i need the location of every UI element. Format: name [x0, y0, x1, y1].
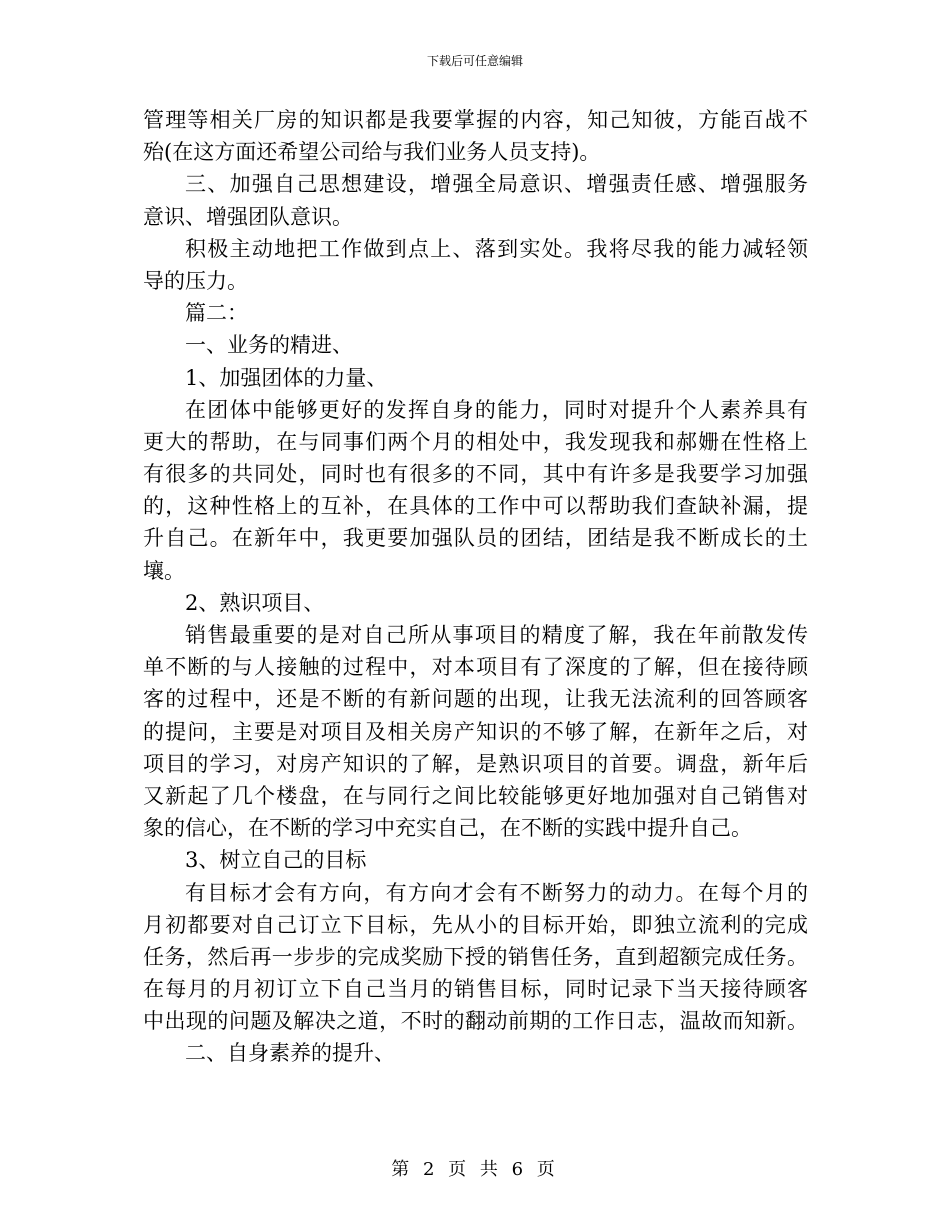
text-line: 管理等相关厂房的知识都是我要掌握的内容，知己知彼，方能百战不 [143, 108, 808, 132]
text-line: 销售最重要的是对自己所从事项目的精度了解，我在年前散发传 [185, 623, 808, 647]
text-line: 的，这种性格上的互补，在具体的工作中可以帮助我们查缺补漏，提 [143, 494, 808, 519]
text-line: 意识、增强团队意识。 [143, 204, 353, 229]
text-line: 篇二： [185, 301, 248, 326]
text-line: 2、熟识项目、 [185, 590, 325, 615]
text-line: 三、加强自己思想建设，增强全局意识、增强责任感、增强服务 [185, 172, 808, 197]
text-line: 在每月的月初订立下自己当月的销售目标，同时记录下当天接待顾客 [143, 977, 808, 1002]
text-line: 有很多的共同处，同时也有很多的不同，其中有许多是我要学习加强 [143, 462, 808, 487]
text-line: 又新起了几个楼盘，在与同行之间比较能够更好地加强对自己销售对 [143, 783, 808, 808]
text-line: 更大的帮助，在与同事们两个月的相处中，我发现我和郝姗在性格上 [143, 429, 808, 454]
text-line: 象的信心，在不断的学习中充实自己，在不断的实践中提升自己。 [143, 816, 752, 841]
text-line: 有目标才会有方向，有方向才会有不断努力的动力。在每个月的 [185, 880, 808, 905]
text-line: 项目的学习，对房产知识的了解，是熟识项目的首要。调盘，新年后 [143, 751, 808, 776]
text-line: 中出现的问题及解决之道，不时的翻动前期的工作日志，温故而知新。 [143, 1009, 808, 1034]
text-line: 月初都要对自己订立下目标，先从小的目标开始，即独立流利的完成 [143, 912, 808, 937]
text-line: 3、树立自己的目标 [185, 848, 367, 873]
page-number-footer: 第 2 页 共 6 页 [391, 1159, 559, 1180]
document-body [143, 104, 808, 1070]
text-line: 二、自身素养的提升、 [185, 1041, 395, 1066]
page-header: 下载后可任意编辑 [426, 54, 523, 68]
text-line: 一、业务的精进、 [185, 333, 353, 358]
text-line: 壤。 [143, 558, 185, 583]
text-line: 客的过程中，还是不断的有新问题的出现，让我无法流利的回答顾客 [143, 687, 808, 712]
text-line: 殆(在这方面还希望公司给与我们业务人员支持)。 [143, 140, 601, 165]
text-line: 在团体中能够更好的发挥自身的能力，同时对提升个人素养具有 [185, 397, 808, 422]
text-line: 单不断的与人接触的过程中，对本项目有了深度的了解，但在接待顾 [143, 655, 808, 680]
text-line: 任务，然后再一步步的完成奖励下授的销售任务，直到超额完成任务。 [143, 944, 808, 969]
text-line: 导的压力。 [143, 268, 248, 293]
text-line: 积极主动地把工作做到点上、落到实处。我将尽我的能力减轻领 [185, 236, 808, 261]
text-line: 升自己。在新年中，我更要加强队员的团结，团结是我不断成长的土 [143, 526, 808, 551]
text-line: 的提问，主要是对项目及相关房产知识的不够了解，在新年之后，对 [143, 719, 808, 744]
text-line: 1、加强团体的力量、 [185, 365, 388, 390]
